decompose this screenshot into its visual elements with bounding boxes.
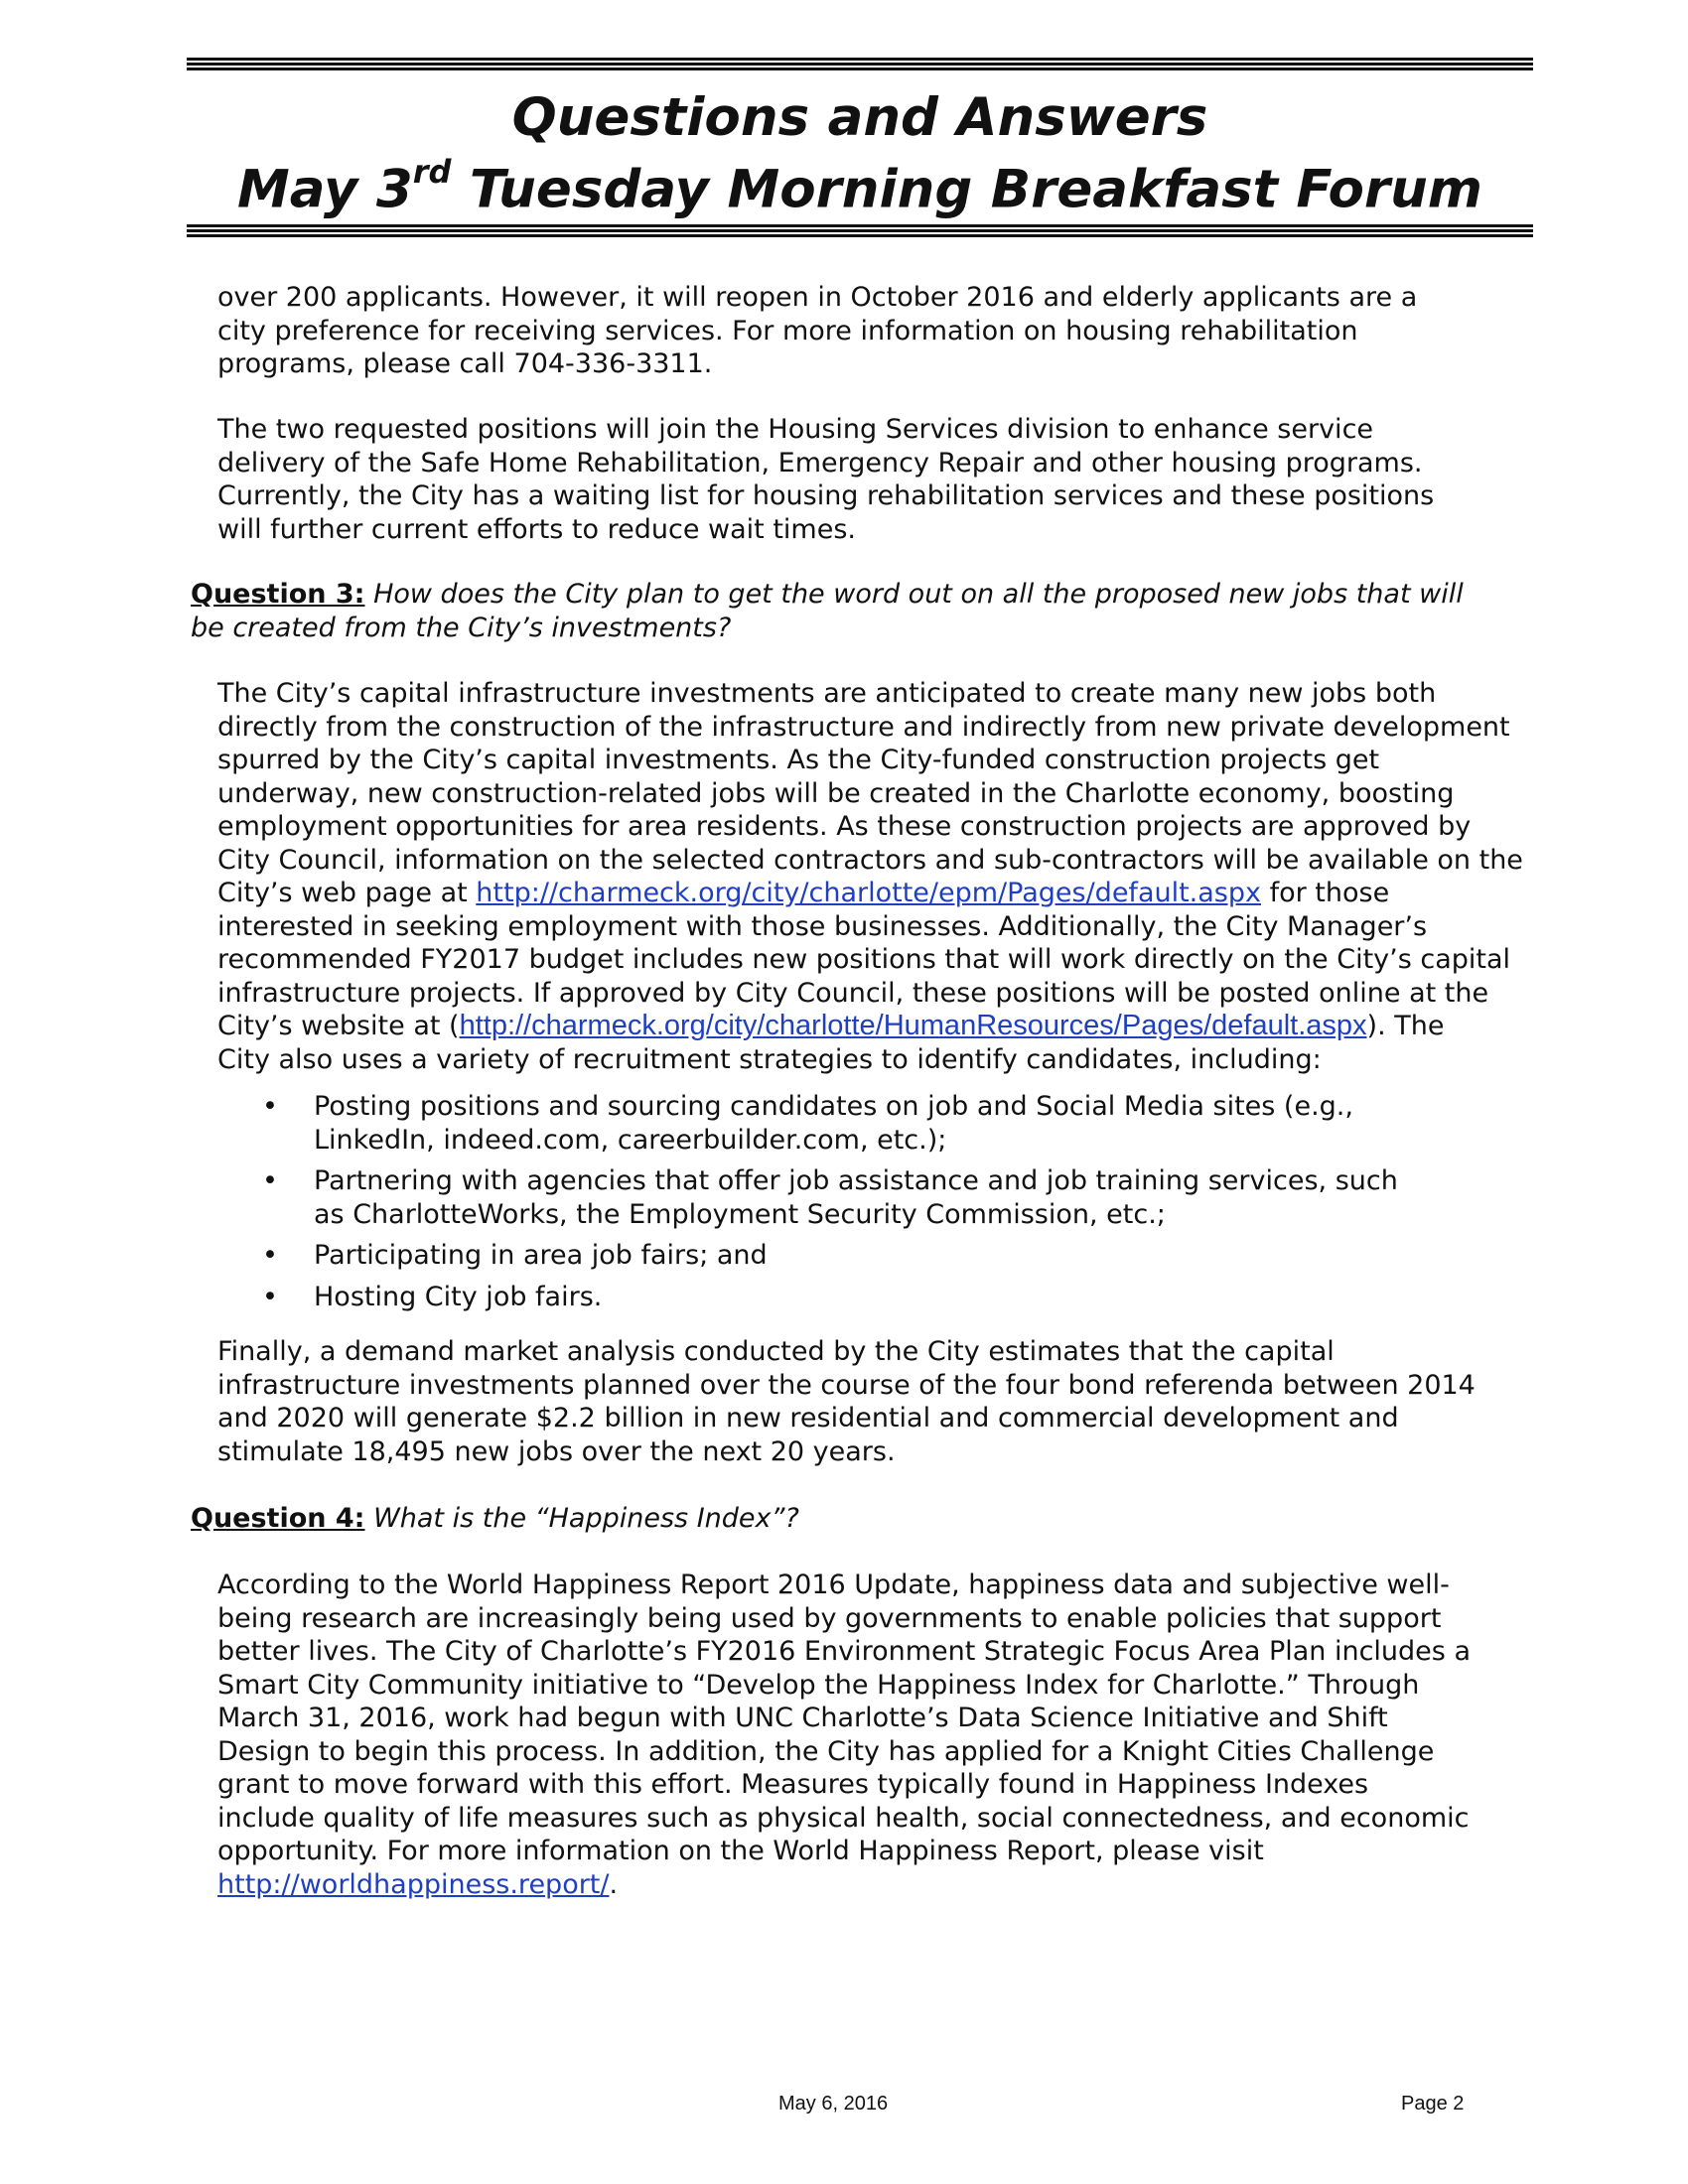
list-item: • Hosting City job fairs.	[262, 1281, 603, 1312]
text-line: grant to move forward with this effort. Measures typically found in Happiness Indexes	[217, 1769, 1369, 1800]
text-line: Smart City Community initiative to “Develop the Happiness Index for Charlotte.” Through	[217, 1669, 1420, 1701]
document-subtitle: May 3rd Tuesday Morning Breakfast Forum	[236, 153, 1483, 220]
text-line: Currently, the City has a waiting list for housing rehabilitation services and these positions	[217, 480, 1435, 511]
text-line: March 31, 2016, work had begun with UNC Charlotte’s Data Science Initiative and Shift	[217, 1703, 1388, 1733]
text-line: The two requested positions will join the Housing Services division to enhance service	[217, 414, 1374, 445]
text-line: Finally, a demand market analysis conducted by the City estimates that the capital	[217, 1336, 1335, 1367]
question-label: Question 3:	[191, 579, 365, 610]
text-line: being research are increasingly being used by governments to enable policies that support	[217, 1602, 1442, 1634]
text-line: will further current efforts to reduce wait times.	[217, 513, 856, 545]
list-item: • Partnering with agencies that offer job assistance and job training services, such as CharlotteWorks, the Employment Security Commission, etc.;	[262, 1165, 1398, 1230]
bullet-icon: •	[262, 1281, 278, 1312]
bullet-icon: •	[262, 1165, 278, 1196]
question-text: be created from the City’s investments?	[191, 612, 732, 643]
text-line: Design to begin this process. In addition, the City has applied for a Knight Cities Challenge	[217, 1735, 1435, 1767]
text-line: programs, please call 704-336-3311.	[217, 348, 713, 379]
human-resources-link[interactable]: http://charmeck.org/city/charlotte/HumanResources/Pages/default.aspx	[459, 1010, 1367, 1041]
text-line: The City’s capital infrastructure investments are anticipated to create many new jobs both	[217, 678, 1437, 709]
text-line: infrastructure investments planned over the course of the four bond referenda between 2014	[217, 1369, 1476, 1401]
text-line: spurred by the City’s capital investments. As the City-funded construction projects get	[217, 745, 1380, 775]
list-item: • Participating in area job fairs; and	[262, 1240, 768, 1271]
text-line: employment opportunities for area residents. As these construction projects are approved by	[217, 811, 1472, 842]
positions-paragraph	[217, 413, 1608, 546]
header-bottom-rule	[187, 224, 1533, 239]
question-4	[191, 1502, 1601, 1536]
page-number: Page 2	[1401, 2093, 1465, 2115]
continued-paragraph	[217, 281, 1608, 381]
text-line: According to the World Happiness Report 2016 Update, happiness data and subjective well-	[217, 1570, 1450, 1600]
demand-analysis-paragraph	[217, 1335, 1608, 1468]
text-line: interested in seeking employment with those businesses. Additionally, the City Manager’s	[217, 910, 1428, 942]
text-line: City Council, information on the selected contractors and sub-contractors will be available on the	[217, 844, 1523, 876]
recruitment-strategies-list	[262, 1090, 1605, 1321]
bullet-icon: •	[262, 1240, 278, 1271]
list-item: • Posting positions and sourcing candidates on job and Social Media sites (e.g., LinkedIn, indeed.com, careerbuilder.com, etc.);	[262, 1091, 1353, 1156]
header-top-rule	[187, 58, 1533, 72]
text-line: opportunity. For more information on the World Happiness Report, please visit	[217, 1836, 1264, 1866]
epm-pages-link[interactable]: http://charmeck.org/city/charlotte/epm/Pages/default.aspx	[476, 878, 1261, 908]
text-line: delivery of the Safe Home Rehabilitation, Emergency Repair and other housing programs.	[217, 447, 1423, 478]
question-4-answer: According to the World Happiness Report 2016 Update, happiness data and subjective well- being research are increasingly being used by governments to enable policies that support better lives. The City of Charlotte’s FY2016 Environment Strategic Focus Area Plan includes a Smart City Community initiative to “Develop the Happiness Index for Charlotte.” Through March 31, 2016, work had begun with UNC Charlotte’s Data Science Initiative and Shift Design to begin this process. In addition, the City has applied for a Knight Cities Challenge grant to move forward with this effort. Measures typically found in Happiness Indexes include quality of life measures such as physical health, social connectedness, and economic opportunity. For more information on the World Happiness Report, please visit http://worldhappiness.report/.	[217, 1569, 1608, 1901]
question-text: What is the “Happiness Index”?	[364, 1503, 799, 1534]
question-3	[191, 578, 1601, 644]
question-text: How does the City plan to get the word out on all the proposed new jobs that will	[364, 579, 1464, 610]
footer-date: May 6, 2016	[778, 2093, 889, 2115]
document-title: Questions and Answers	[511, 87, 1208, 148]
text-line: include quality of life measures such as physical health, social connectedness, and economic	[217, 1802, 1470, 1834]
text-line: and 2020 will generate $2.2 billion in new residential and commercial development and	[217, 1403, 1399, 1433]
world-happiness-link[interactable]: http://worldhappiness.report/	[217, 1868, 610, 1900]
bullet-icon: •	[262, 1091, 278, 1122]
text-line: directly from the construction of the infrastructure and indirectly from new private development	[217, 711, 1510, 743]
text-line: stimulate 18,495 new jobs over the next 20 years.	[217, 1435, 896, 1467]
text-line: underway, new construction-related jobs will be created in the Charlotte economy, boosting	[217, 777, 1455, 809]
text-line: better lives. The City of Charlotte’s FY2016 Environment Strategic Focus Area Plan includes a	[217, 1636, 1471, 1667]
question-label: Question 4:	[191, 1503, 365, 1534]
text-line: city preference for receiving services. For more information on housing rehabilitation	[217, 315, 1358, 346]
question-3-answer: The City’s capital infrastructure investments are anticipated to create many new jobs both directly from the construction of the infrastructure and indirectly from new private development spurred by the City’s capital investments. As the City-funded construction projects get underway, new construction-related jobs will be created in the Charlotte economy, boosting employment opportunities for area residents. As these construction projects are approved by City Council, information on the selected contractors and sub-contractors will be available on the City’s web page at http://charmeck.org/city/charlotte/epm/Pages/default.aspx for those interested in seeking employment with those businesses. Additionally, the City Manager’s recommended FY2017 budget includes new positions that will work directly on the City’s capital infrastructure projects. If approved by City Council, these positions will be posted online at the City’s website at (http://charmeck.org/city/charlotte/HumanResources/Pages/default.aspx). The City also uses a variety of recruitment strategies to identify candidates, including:	[217, 677, 1608, 1076]
text-line: over 200 applicants. However, it will reopen in October 2016 and elderly applicants are a	[217, 282, 1418, 313]
text-line: recommended FY2017 budget includes new positions that will work directly on the City’s capital	[217, 944, 1511, 975]
text-line: infrastructure projects. If approved by City Council, these positions will be posted online at the	[217, 977, 1489, 1009]
text-line: City also uses a variety of recruitment strategies to identify candidates, including:	[217, 1043, 1322, 1075]
